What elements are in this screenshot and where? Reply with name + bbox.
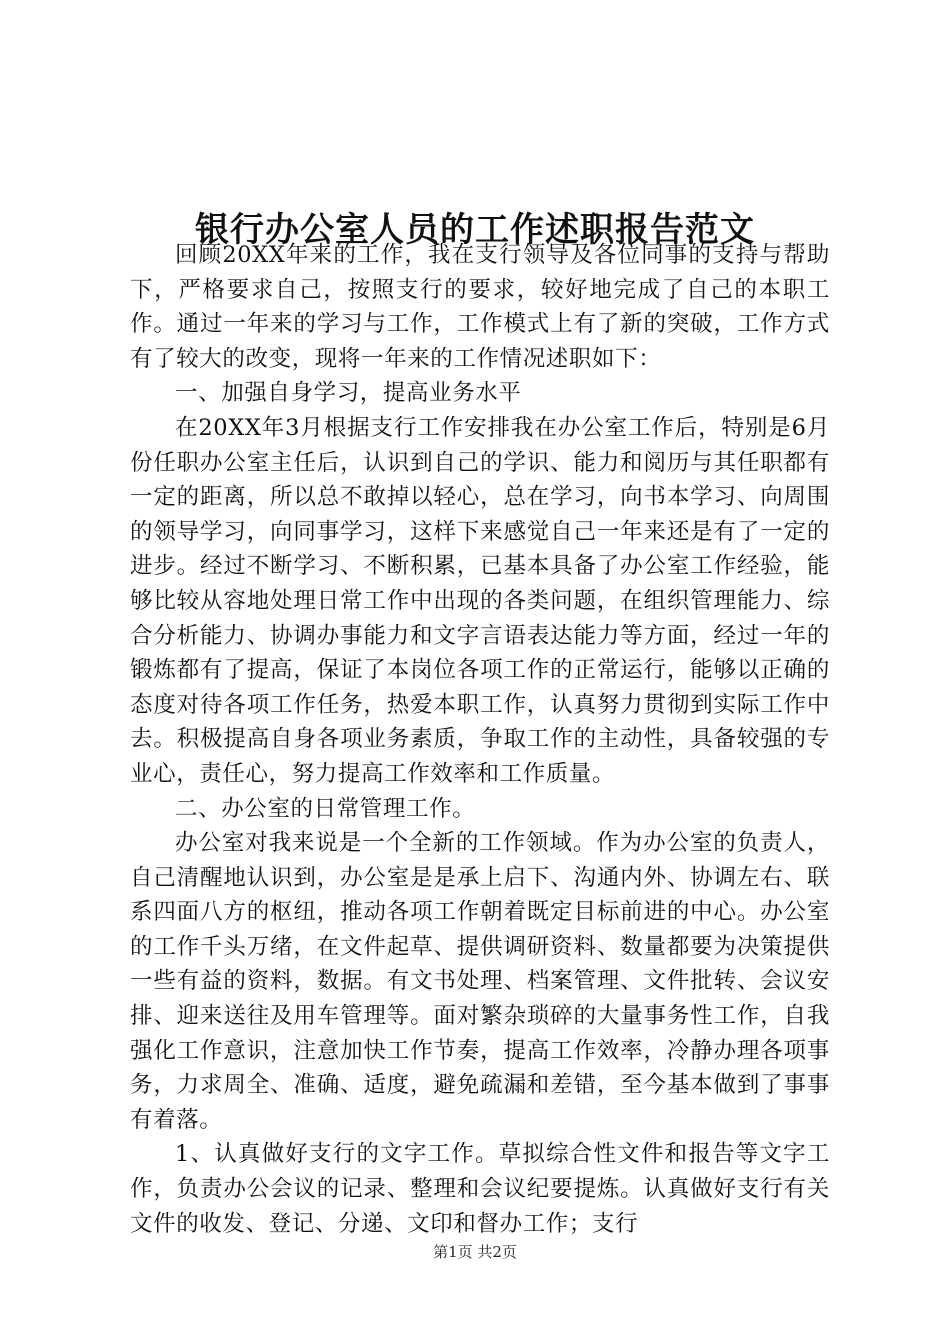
section-1-paragraph: 在20XX年3月根据支行工作安排我在办公室工作后，特别是6月份任职办公室主任后，认识到自己的学识、能力和阅历与其任职都有一定的距离，所以总不敢掉以轻心，总在学习，向书本学习、向周围的领导学习，向同事学习，这样下来感觉自己一年来还是有了一定的进步。经过不断学习、不断积累，已基本具备了办公室工作经验，能够比较从容地处理日常工作中出现的各类问题，在组织管理能力、综合分析能力、协调办事能力和文字言语表达能力等方面，经过一年的锻炼都有了提高，保证了本岗位各项工作的正常运行，能够以正确的态度对待各项工作任务，热爱本职工作，认真努力贯彻到实际工作中去。积极提高自身各项业务素质，争取工作的主动性，具备较强的专业心，责任心，努力提高工作效率和工作质量。 [130, 414, 830, 787]
document-title: 银行办公室人员的工作述职报告范文 [195, 209, 755, 250]
subsection-1-paragraph: 1、认真做好支行的文字工作。草拟综合性文件和报告等文字工作，负责办公会议的记录、整理和会议纪要提炼。认真做好支行有关文件的收发、登记、分递、文印和督办工作；支行 [130, 1141, 830, 1237]
section-2-paragraph: 办公室对我来说是一个全新的工作领域。作为办公室的负责人，自己清醒地认识到，办公室是是承上启下、沟通内外、协调左右、联系四面八方的枢纽，推动各项工作朝着既定目标前进的中心。办公室的工作千头万绪，在文件起草、提供调研资料、数量都要为决策提供一些有益的资料，数据。有文书处理、档案管理、文件批转、会议安排、迎来送往及用车管理等。面对繁杂琐碎的大量事务性工作，自我强化工作意识，注意加快工作节奏，提高工作效率，冷静办理各项事务，力求周全、准确、适度，避免疏漏和差错，至今基本做到了事事有着落。 [130, 830, 830, 1133]
section-heading-1: 一、加强自身学习，提高业务水平 [175, 380, 522, 407]
page-footer: 第1页 共2页 [433, 1243, 517, 1261]
document-body [130, 238, 830, 1241]
section-heading-2: 二、办公室的日常管理工作。 [175, 795, 476, 822]
intro-paragraph: 回顾20XX年来的工作，我在支行领导及各位同事的支持与帮助下，严格要求自己，按照支行的要求，较好地完成了自己的本职工作。通过一年来的学习与工作，工作模式上有了新的突破，工作方式有了较大的改变，现将一年来的工作情况述职如下： [130, 242, 830, 372]
